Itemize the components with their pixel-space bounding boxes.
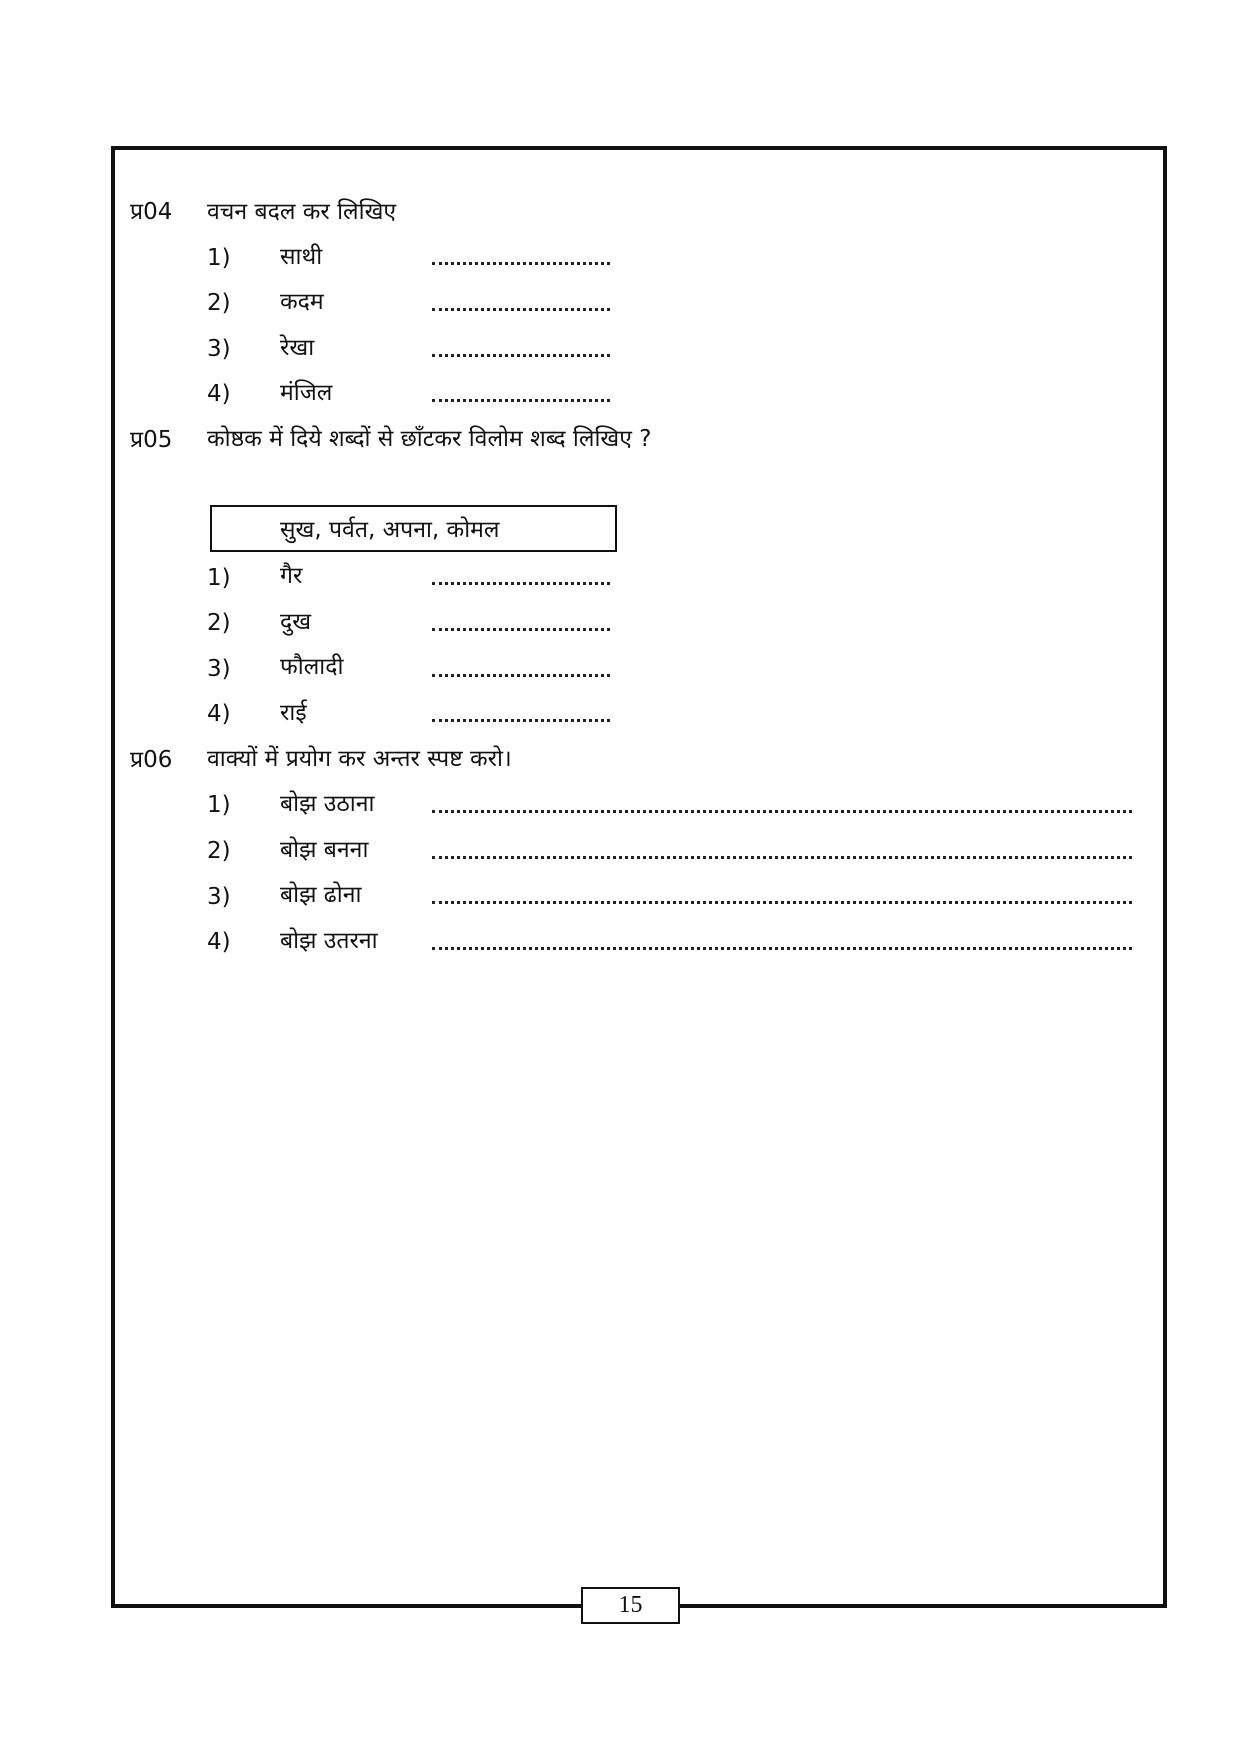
q4-item-3-word: रेखा: [280, 335, 315, 361]
q4-item-1-word: साथी: [280, 244, 323, 270]
q6-item-2-number: 2): [207, 838, 231, 864]
q5-item-1-number: 1): [207, 565, 231, 591]
q5-item-3-answer-line[interactable]: [432, 670, 610, 677]
q6-number: प्र06: [130, 747, 173, 773]
q5-item-2-number: 2): [207, 610, 231, 636]
q5-item-4-number: 4): [207, 701, 231, 727]
q4-item-2-number: 2): [207, 290, 231, 316]
q6-item-3-number: 3): [207, 884, 231, 910]
page-number: 15: [581, 1587, 680, 1624]
q5-text: कोष्ठक में दिये शब्दों से छाँटकर विलोम शब्द लिखिए ?: [207, 426, 652, 452]
q5-item-2-answer-line[interactable]: [432, 624, 610, 631]
q4-item-1-answer-line[interactable]: [432, 258, 610, 265]
q5-item-3-number: 3): [207, 656, 231, 682]
q4-text: वचन बदल कर लिखिए: [207, 199, 397, 225]
q6-text: वाक्यों में प्रयोग कर अन्तर स्पष्ट करो।: [207, 746, 512, 772]
q6-item-1-answer-line[interactable]: [432, 806, 1132, 813]
q4-item-4-word: मंजिल: [280, 380, 333, 406]
word-choice-list: सुख, पर्वत, अपना, कोमल: [280, 517, 500, 543]
q6-item-4-number: 4): [207, 929, 231, 955]
q6-item-3-answer-line[interactable]: [432, 897, 1132, 904]
q6-item-2-word: बोझ बनना: [280, 837, 369, 863]
q4-item-2-word: कदम: [280, 289, 324, 315]
q5-item-1-answer-line[interactable]: [432, 578, 610, 585]
q4-item-3-number: 3): [207, 336, 231, 362]
q5-item-1-word: गैर: [280, 563, 303, 589]
q6-item-1-number: 1): [207, 792, 231, 818]
q4-item-4-number: 4): [207, 381, 231, 407]
q6-item-4-answer-line[interactable]: [432, 943, 1132, 950]
q6-item-3-word: बोझ ढोना: [280, 882, 362, 908]
q6-item-2-answer-line[interactable]: [432, 852, 1132, 859]
q5-item-4-answer-line[interactable]: [432, 715, 610, 722]
q5-item-2-word: दुख: [280, 609, 312, 635]
q5-item-4-word: राई: [280, 700, 307, 726]
page-border: [111, 146, 1167, 1608]
q4-item-4-answer-line[interactable]: [432, 395, 610, 402]
word-choice-box: [210, 505, 617, 552]
q5-number: प्र05: [130, 427, 173, 453]
q4-item-1-number: 1): [207, 245, 231, 271]
q5-item-3-word: फौलादी: [280, 654, 344, 680]
q6-item-4-word: बोझ उतरना: [280, 928, 378, 954]
q4-item-2-answer-line[interactable]: [432, 304, 610, 311]
q4-number: प्र04: [130, 199, 173, 225]
q4-item-3-answer-line[interactable]: [432, 350, 610, 357]
q6-item-1-word: बोझ उठाना: [280, 791, 375, 817]
